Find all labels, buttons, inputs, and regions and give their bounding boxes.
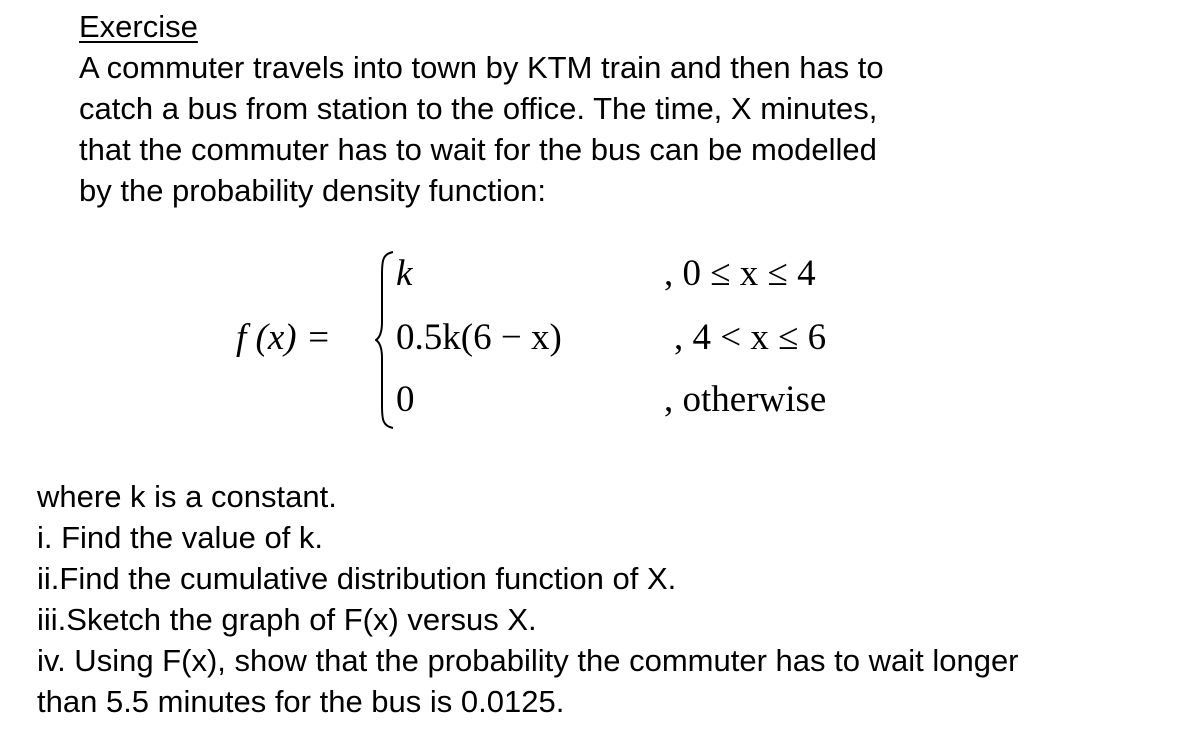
intro-line-1: A commuter travels into town by KTM train and then has to [79,50,884,85]
case-1-condition: , 0 ≤ x ≤ 4 [664,253,816,294]
question-iv-line-2: than 5.5 minutes for the bus is 0.0125. [37,684,565,719]
question-iv-line-1: iv. Using F(x), show that the probability the commuter has to wait longer [37,643,1019,678]
case-3-condition: , otherwise [664,379,827,420]
constant-note: where k is a constant. [37,479,337,514]
intro-line-3: that the commuter has to wait for the bus can be modelled [79,132,877,167]
exercise-title: Exercise [79,9,198,44]
case-1-expr: k [396,253,413,294]
question-i: i. Find the value of k. [37,520,324,555]
intro-line-2: catch a bus from station to the office. The time, X minutes, [79,91,878,126]
case-3-expr: 0 [396,379,415,420]
question-iii: iii.Sketch the graph of F(x) versus X. [37,602,537,637]
case-2-condition: , 4 < x ≤ 6 [674,317,827,358]
case-2-expr: 0.5k(6 − x) [396,317,562,358]
left-brace-icon [375,250,397,430]
question-ii: ii.Find the cumulative distribution function of X. [37,561,677,596]
intro-line-4: by the probability density function: [79,173,546,208]
pdf-lhs: f (x) = [236,317,331,358]
